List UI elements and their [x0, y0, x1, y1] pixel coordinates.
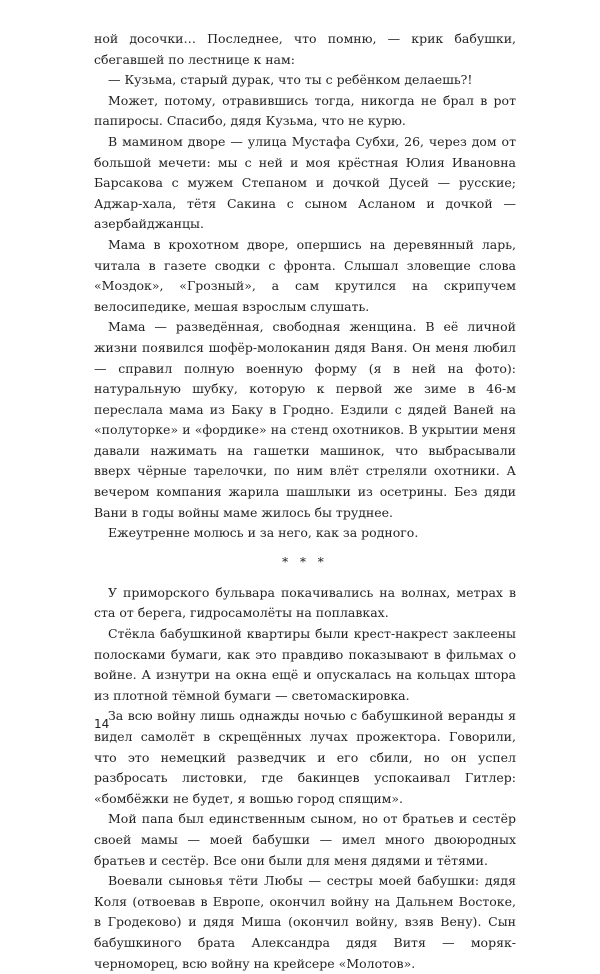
paragraph: Мой папа был единственным сыном, но от братьев и сестёр своей мамы — моей бабушки — имел много двоюродных братьев и сестёр. Все они были для меня дядями и тётями.: [94, 811, 516, 868]
paragraph: ной досочки… Последнее, что помню, — крик бабушки, сбегавшей по лестнице к нам:: [94, 31, 516, 67]
paragraph: — Кузьма, старый дурак, что ты с ребёнком делаешь?!: [108, 72, 473, 88]
paragraph: Мама — разведённая, свободная женщина. В её личной жизни появился шофёр-молоканин дядя Ваня. Он меня любил — справил полную военную форму (я в ней на фото): натуральную шубку, которую к первой же зиме в 46-м переслала мама из Баку в Гродно. Ездили с дядей Ваней на «полуторке» и «фордике» на стенд охотников. В укрытии меня давали нажимать на гашетки машинок, что выбрасывали вверх чёрные тарелочки, по ним влёт стреляли охотники. А вечером компания жарила шашлыки из осетрины. Без дяди Вани в годы войны маме жилось бы труднее.: [94, 319, 516, 520]
paragraph: Мама в крохотном дворе, опершись на деревянный ларь, читала в газете сводки с фронта. Слышал зловещие слова «Моздок», «Грозный», а сам крутился на скрипучем велосипедике, мешая взрослым слушать.: [94, 236, 516, 314]
paragraph: В мамином дворе — улица Мустафа Субхи, 26, через дом от большой мечети: мы с ней и моя крёстная Юлия Ивановна Барсакова с мужем Степаном и дочкой Дусей — русские; Аджар-хала, тётя Сакина с сыном Асланом и дочкой — азербайджанцы.: [94, 133, 516, 232]
paragraph: Стёкла бабушкиной квартиры были крест-накрест заклеены полосками бумаги, как это правдиво показывают в фильмах о войне. А изнутри на окна ещё и опускалась на кольцах штора из плотной тёмной бумаги — светомаскировка.: [94, 626, 516, 703]
section-separator: * * *: [282, 554, 328, 569]
paragraph: У приморского бульвара покачивались на волнах, метрах в ста от берега, гидросамолёты на поплавках.: [94, 584, 516, 621]
paragraph: Воевали сыновья тёти Любы — сестры моей бабушки: дядя Коля (отвоевав в Европе, окончил войну на Дальнем Востоке, в Гродеково) и дядя Миша (окончил войну, взяв Вену). Сын бабушкиного брата Александра дядя Витя — моряк-черноморец, всю войну на крейсере «Молотов».: [94, 873, 516, 971]
paragraph: Может, потому, отравившись тогда, никогда не брал в рот папиросы. Спасибо, дядя Кузьма, что не курю.: [94, 92, 516, 129]
paragraph: Ежеутренне молюсь и за него, как за родного.: [108, 525, 419, 541]
body-text: [94, 29, 516, 974]
page-number: 14: [94, 717, 110, 731]
paragraph: За всю войну лишь однажды ночью с бабушкиной веранды я видел самолёт в скрещённых лучах прожектора. Говорили, что это немецкий разведчик и его сбили, но он успел разбросать листовки, где бакинцев успокаивал Гитлер: «бомбёжки не будет, я вошью город спящим».: [94, 708, 516, 806]
